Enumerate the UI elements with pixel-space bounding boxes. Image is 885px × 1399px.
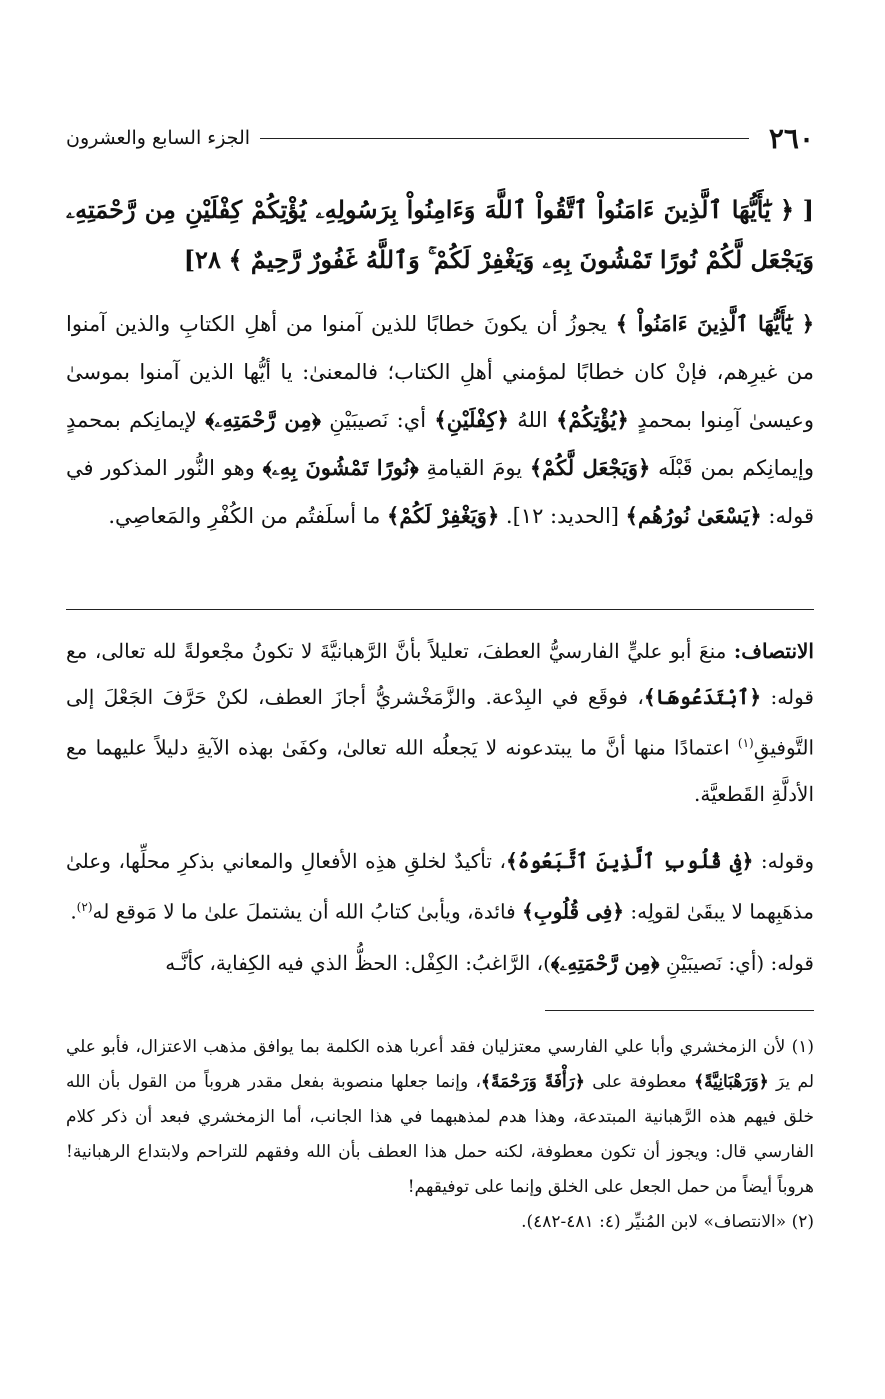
quran-quote: ﴿رَأْفَةً وَرَحْمَةً﴾: [481, 1072, 585, 1092]
gloss-text: قوله: (أي: نَصيبَيْنِ: [659, 951, 814, 975]
quran-quote: ﴿مِن رَّحْمَتِهِۦ﴾: [550, 951, 660, 975]
commentary-text: أي: نَصيبَيْنِ: [320, 408, 435, 432]
commentary-text: وهو النُّور المذكور في قوله:: [66, 456, 814, 528]
insaf-paragraph: [66, 628, 814, 817]
quran-verse: [66, 185, 814, 285]
commentary-text: اللهُ: [508, 408, 557, 432]
quran-quote: ﴿فِى قُلُوبِ ٱلَّذِينَ ٱتَّبَعُوهُ﴾: [506, 849, 754, 873]
header-rule: [260, 138, 749, 139]
commentary-text: لإيمانِكم بمحمدٍ وإيمانِكم بمن قَبْلَه: [66, 408, 814, 480]
insaf-text: منعَ أبو عليٍّ الفارسيُّ العطفَ، تعليلاً بأنَّ الرَّهبانيَّةَ لا تكونُ مجْعولةً لله تعالى، مع قوله:: [66, 639, 814, 709]
quran-quote: ﴿فِى قُلُوبِ﴾: [522, 899, 624, 924]
footnote-number: (١): [791, 1037, 814, 1057]
gloss-paragraph: [66, 838, 814, 935]
quran-quote: ﴿يَسْعَىٰ نُورُهُم﴾: [625, 503, 762, 528]
footnotes: [66, 1030, 814, 1240]
footnote-text: لأن الزمخشري وأبا علي الفارسي معتزليان فقد أعربا هذه الكلمة بما يوافق مذهب الاعتزال، فأبو علي لم يرَ: [66, 1037, 814, 1092]
quran-quote: ﴿وَيَجْعَل لَّكُمْ﴾: [529, 455, 651, 480]
commentary-paragraph: [66, 300, 814, 540]
verse-number: ٢٨: [195, 245, 221, 274]
footnote-1: [66, 1030, 814, 1205]
footnote-text: ، وإنما جعلها منصوبة بفعل مقدر هروباً من القول بأن الله خلق فيهم هذه الرَّهبانية المبتدعة، وهذا هدم لمذهبهما في هذا الجانب، أما الزمخشري فبعد أن ذكر كلام الفارسي قال: ويجوز أن تكون معطوفة، لكنه حمل هذا العطف بأن الله وفقهم للتراحم ولابتداع الرهبانية! هروباً أيضاً من حمل الجعل على الخلق وإنما على توفيقهم!: [66, 1072, 814, 1197]
section-divider: [66, 609, 814, 610]
footnote-number: (٢): [791, 1212, 814, 1232]
gloss-text: وقوله:: [753, 849, 815, 873]
gloss-text: .: [70, 899, 77, 924]
quran-quote: ﴿وَرَهْبَانِيَّةً﴾: [694, 1072, 769, 1092]
quran-quote: ﴿يُؤْتِكُمْ﴾: [556, 407, 629, 432]
gloss-text: ، تأكيدٌ لخلقِ هذِه الأفعالِ والمعاني بذكرِ محلِّها، وعلىٰ مذهَبِهما لا يبقَىٰ لقولِه:: [66, 849, 814, 924]
gloss-paragraph-2: [66, 940, 814, 986]
quran-quote: ﴿ يَٰٓأَيُّهَا ٱلَّذِينَ ءَامَنُواْ ﴾: [615, 311, 814, 336]
running-title: الجزء السابع والعشرون: [66, 127, 251, 149]
footnote-ref-1[interactable]: (١): [737, 736, 754, 750]
quran-quote: ﴿ٱبْتَدَعُوهَا﴾: [643, 685, 762, 709]
gloss-text: )، الرَّاغبُ: الكِفْل: الحظُّ الذي فيه الكِفاية، كأنَّـه: [165, 951, 551, 975]
quran-quote: ﴿مِن رَّحْمَتِهِۦ﴾: [205, 407, 321, 432]
insaf-text: ، فوقَع في البِدْعة. والزَّمَخْشريُّ أجازَ العطف، لكنْ حَرَّفَ الجَعْلَ إلى التَّوفيقِ: [66, 685, 814, 760]
commentary-text: يومَ القيامةِ: [418, 456, 530, 480]
commentary-text: [الحديد: ١٢].: [499, 504, 626, 528]
verse-close-bracket: ]: [183, 245, 196, 274]
commentary-text: يجوزُ أن يكونَ خطابًا للذين آمنوا من أهلِ الكتابِ والذين آمنوا من غيرِهم، فإنْ كان خطابًا لمؤمني أهلِ الكتاب؛ فالمعنىٰ: يا أيُّها الذين آمنوا بموسىٰ وعيسىٰ آمِنوا بمحمدٍ: [66, 312, 814, 432]
verse-text: ﴿ يَٰٓأَيُّهَا ٱلَّذِينَ ءَامَنُواْ ٱتَّقُواْ ٱللَّهَ وَءَامِنُواْ بِرَسُولِهِۦ يُؤْتِكُمْ كِفْلَيْنِ مِن رَّحْمَتِهِۦ وَيَجْعَل لَّكُمْ نُورًا تَمْشُونَ بِهِۦ وَيَغْفِرْ لَكُمْ ۚ وَٱللَّهُ غَفُورٌ رَّحِيمٌ ﴾: [66, 195, 814, 274]
verse-open-bracket: [: [802, 195, 814, 224]
insaf-lead: الانتصاف:: [733, 639, 814, 663]
page-header: [66, 118, 814, 158]
footnote-text: «الانتصاف» لابن المُنيِّر (٤: ٤٨١-٤٨٢).: [521, 1212, 792, 1232]
commentary-text: ما أسلَفتُم من الكُفْرِ والمَعاصِي.: [108, 504, 388, 528]
insaf-text: اعتمادًا منها أنَّ ما يبتدعونه لا يَجعلُه الله تعالىٰ، وكفَىٰ بهذه الآيةِ دليلاً عليهما مع الأدلَّةِ القَطعيَّة.: [66, 735, 814, 806]
footnote-2: [66, 1205, 814, 1240]
quran-quote: ﴿وَيَغْفِرْ لَكُمْ﴾: [387, 503, 500, 528]
gloss-text: فائدة، ويأبىٰ كتابُ الله أن يشتملَ علىٰ ما لا مَوقع له: [92, 899, 523, 924]
footnote-divider: [545, 1010, 814, 1011]
quran-quote: ﴿نُورًا تَمْشُونَ بِهِۦ﴾: [262, 455, 419, 480]
footnote-text: معطوفة على: [584, 1072, 695, 1092]
footnote-ref-2[interactable]: (٢): [76, 900, 93, 914]
page-number: ٢٦٠: [768, 121, 814, 155]
quran-quote: ﴿كِفْلَيْنِ﴾: [434, 407, 509, 432]
